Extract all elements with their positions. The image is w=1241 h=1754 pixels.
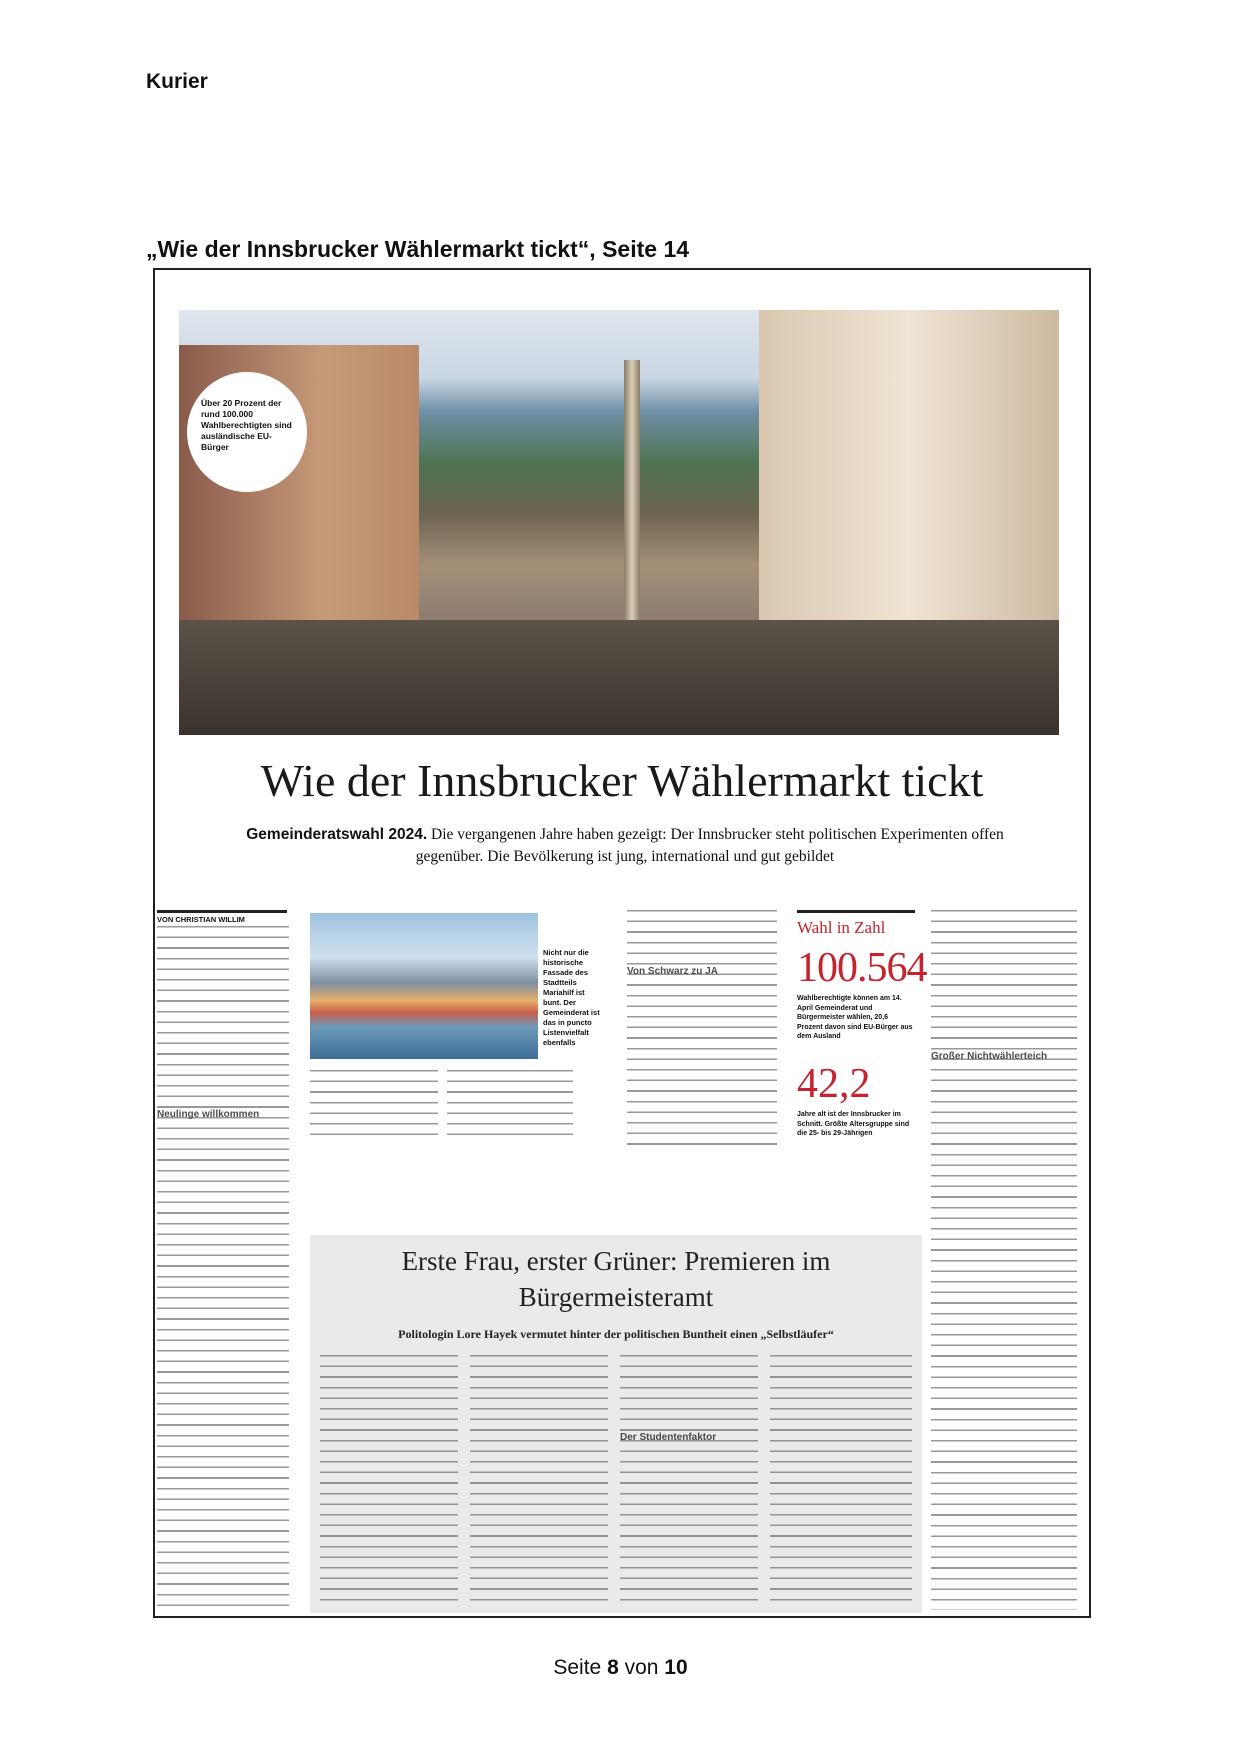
main-photo <box>179 310 1059 735</box>
text-column-3 <box>447 1070 573 1140</box>
col1-text-b <box>157 1123 289 1323</box>
stat-eligible-caption: Wahlberechtigte können am 14. April Gemeinderat und Bürgermeister wählen, 20,6 Prozent davon sind EU-Bürger aus dem Ausland <box>797 995 913 1040</box>
text-column-1 <box>157 926 289 1606</box>
col6-text-a <box>931 910 1077 1046</box>
box-deck: Politologin Lore Hayek vermutet hinter der politischen Buntheit einen „Selbstläufer“ <box>398 1327 834 1341</box>
box-col3-text-b <box>620 1446 758 1497</box>
subheading-schwarz-ja: Von Schwarz zu JA <box>627 965 718 977</box>
stat-average-age: 42,2 <box>797 1061 871 1107</box>
subheading-nichtwaehler: Großer Nichtwählerteich <box>931 1050 1048 1062</box>
photo-caption: Nicht nur die historische Fassade des Stadtteils Mariahilf ist bunt. Der Gemeinderat ist das in puncto Listenvielfalt ebenfalls <box>543 948 600 1047</box>
newspaper-clipping <box>153 268 1091 1618</box>
col4-text-b <box>627 980 777 1063</box>
footer-page: 8 <box>607 1656 619 1679</box>
text-column-6 <box>931 910 1077 1610</box>
deck-text: Die vergangenen Jahre haben gezeigt: Der Innsbrucker steht politischen Experimenten offen gegenüber. Die Bevölkerung ist jung, international und gut gebildet <box>415 826 1004 865</box>
page-footer <box>0 1656 1241 1680</box>
deck-lead: Gemeinderatswahl 2024. <box>246 826 428 843</box>
article-headline: Wie der Innsbrucker Wählermarkt tickt <box>260 755 984 806</box>
box-column-1 <box>320 1355 458 1605</box>
subheading-studentenfaktor: Der Studentenfaktor <box>620 1432 717 1444</box>
infobox-rule <box>797 910 915 913</box>
footer-total: 10 <box>664 1656 688 1679</box>
text-column-4 <box>627 910 777 1146</box>
col6-text-b <box>931 1064 1077 1295</box>
sidebar-box <box>310 1235 922 1613</box>
footer-middle: von <box>624 1656 659 1679</box>
col1-text-a <box>157 926 289 1105</box>
subheading-neulinge: Neulinge willkommen <box>157 1109 260 1121</box>
stat-eligible-voters: 100.564 <box>797 945 927 991</box>
footer-prefix: Seite <box>553 1656 602 1679</box>
stat-age-caption: Jahre alt ist der Innsbrucker im Schnitt. Größte Altersgruppe sind die 25- bis 29-Jährigen <box>797 1111 910 1137</box>
mariahilf-photo <box>310 913 538 1059</box>
photo-badge: Über 20 Prozent der rund 100.000 Wahlberechtigten sind ausländische EU-Bürger <box>187 372 307 492</box>
clip-title: „Wie der Innsbrucker Wählermarkt tickt“, Seite 14 <box>146 236 690 262</box>
col4-text-a <box>627 910 777 961</box>
box-col3-text-a <box>620 1355 758 1428</box>
article-deck <box>225 824 1025 868</box>
box-column-4 <box>770 1355 912 1605</box>
publication-name: Kurier <box>146 70 208 93</box>
box-column-3 <box>620 1355 758 1605</box>
box-column-2 <box>470 1355 608 1605</box>
box-headline: Erste Frau, erster Grüner: Premieren im Bürgermeisteramt <box>401 1246 831 1312</box>
text-column-2 <box>310 1070 438 1140</box>
byline: VON CHRISTIAN WILLIM <box>157 910 287 924</box>
infobox-title: Wahl in Zahl <box>797 918 886 937</box>
